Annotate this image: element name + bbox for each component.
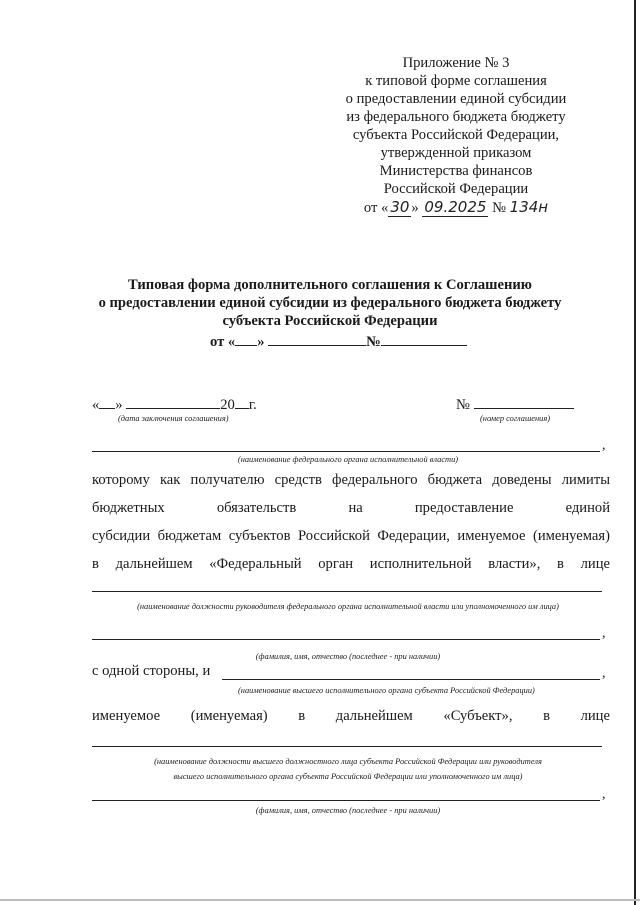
official-fio-field [92, 800, 600, 801]
paragraph-line-3: субсидии бюджетам субъектов Российской Федерации, именуемое (именуемая) [92, 528, 610, 544]
title-line: субъекта Российской Федерации [222, 313, 438, 329]
appendix-line: Российской Федерации [383, 181, 529, 197]
comma: , [602, 626, 606, 641]
paragraph-line-1: которому как получателю средств федерального бюджета доведены лимиты [92, 472, 611, 488]
number-sign: № [456, 397, 470, 413]
agreement-number-sign: № [366, 334, 381, 350]
order-date-prefix: от « [363, 200, 389, 216]
agreement-month-blank [268, 333, 366, 346]
federal-body-caption: (наименование федерального органа исполнительной власти) [237, 455, 459, 464]
head-fio-field [92, 639, 600, 640]
appendix-line: Приложение № 3 [402, 55, 510, 71]
comma: , [602, 438, 606, 453]
agreement-day-blank [235, 333, 257, 346]
order-number-handwritten: 134н [509, 198, 549, 216]
agreement-date-mid: » [257, 334, 265, 350]
order-number-sign: № [492, 200, 506, 216]
year-prefix: 20 [220, 397, 235, 413]
date-close-quote: » [115, 397, 123, 413]
head-position-caption: (наименование должности руководителя федерального органа исполнительной власти или уполномоченного им лица) [137, 602, 559, 611]
page-bottom-edge [0, 899, 640, 901]
agreement-number-row [456, 396, 574, 414]
title-line: о предоставлении единой субсидии из федерального бюджета бюджету [98, 295, 562, 311]
order-day-handwritten: 30 [390, 198, 410, 216]
federal-body-field [92, 451, 600, 452]
appendix-line: к типовой форме соглашения [365, 73, 547, 89]
comma: , [602, 787, 606, 802]
appendix-line: о предоставлении единой субсидии [345, 91, 567, 107]
date-caption: (дата заключения соглашения) [118, 414, 229, 423]
year-suffix: г. [248, 397, 257, 413]
document-title [80, 276, 580, 330]
head-position-field [92, 591, 602, 592]
number-blank [474, 396, 574, 409]
date-open-quote: « [92, 397, 100, 413]
agreement-date-line [210, 333, 467, 351]
official-fio-caption: (фамилия, имя, отчество (последнее - при наличии) [255, 806, 441, 815]
conclusion-date-row [92, 396, 257, 414]
one-side-text: с одной стороны, и [92, 663, 211, 679]
official-position-field [92, 746, 602, 747]
agreement-date-prefix: от « [210, 334, 236, 350]
number-caption: (номер соглашения) [480, 414, 551, 423]
head-fio-caption: (фамилия, имя, отчество (последнее - при наличии) [255, 652, 441, 661]
appendix-line: из федерального бюджета бюджету [346, 109, 566, 125]
appendix-line: утвержденной приказом [380, 145, 532, 161]
appendix-line: субъекта Российской Федерации, [352, 127, 560, 143]
year-blank [235, 396, 249, 409]
paragraph-line-2: бюджетных обязательств на предоставление единой [92, 500, 610, 516]
official-position-caption-1: (наименование должности высшего должностного лица субъекта Российской Федерации или руководителя [154, 757, 542, 766]
regional-body-caption: (наименование высшего исполнительного органа субъекта Российской Федерации) [238, 686, 535, 695]
regional-body-field [222, 679, 600, 680]
subject-line: именуемое (именуемая) в дальнейшем «Субъект», в лице [92, 708, 610, 724]
title-line: Типовая форма дополнительного соглашения к Соглашению [128, 277, 532, 293]
comma: , [602, 666, 606, 681]
appendix-line: Министерства финансов [379, 163, 533, 179]
order-date-mid: » [411, 200, 419, 216]
official-position-caption-2: высшего исполнительного органа субъекта Российской Федерации или уполномоченного им лица) [173, 772, 523, 781]
agreement-number-blank [381, 333, 467, 346]
month-blank [126, 396, 220, 409]
appendix-header [336, 54, 576, 217]
paragraph-line-4: в дальнейшем «Федеральный орган исполнительной власти», в лице [92, 556, 610, 572]
order-month-year-handwritten: 09.2025 [424, 198, 487, 216]
page-edge-shadow [634, 0, 636, 905]
order-date-line [336, 198, 576, 217]
day-blank [99, 396, 115, 409]
